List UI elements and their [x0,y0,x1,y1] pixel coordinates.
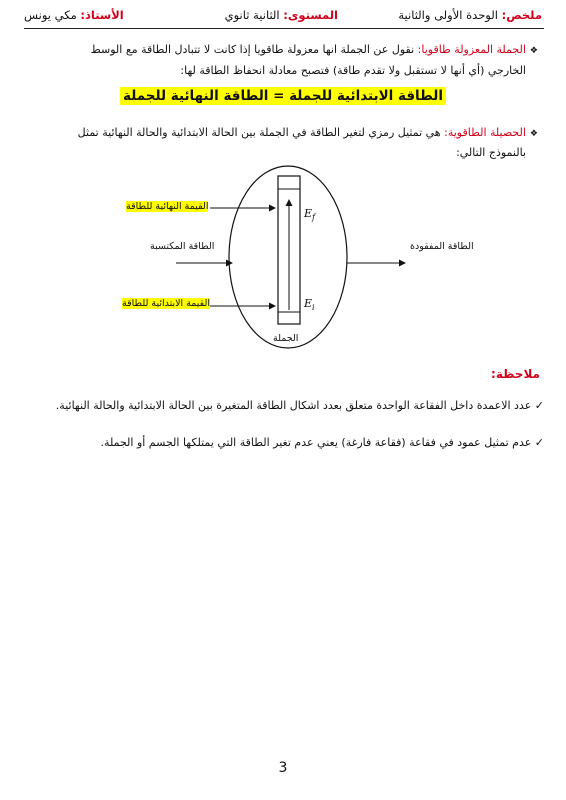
page-number: 3 [278,760,288,776]
section1-text2: الخارجي (أي أنها لا تستقبل ولا تقدم طاقة) فتصبح معادلة انحفاظ الطاقة لها: [180,64,526,77]
note-bullet-2: ✓ عدم تمثيل عمود في فقاعة (فقاعة فارغة) يعني عدم تغير الطاقة التي يمتلكها الجسم أو الجملة. [100,436,544,449]
diamond-bullet-icon: ❖ [529,46,538,56]
check-icon: ✓ [534,436,544,449]
summary-value: الوحدة الأولى والثانية [398,8,498,22]
summary-label: ملخص: [501,8,542,22]
gained-energy-label: الطاقة المكتسبة [150,241,215,252]
initial-energy-symbol: $E_i$ [304,297,315,313]
section1-term: الجملة المعزولة طاقويا: [417,43,526,56]
system-label: الجملة [273,333,299,344]
level-label: المستوى: [283,8,338,22]
diamond-bullet-icon: ❖ [529,129,538,139]
section2-text2: بالنموذج التالي: [456,146,526,159]
section2-term: الحصيلة الطاقوية: [444,126,526,139]
final-energy-symbol: $E_f$ [304,207,315,223]
level-value: الثانية ثانوي [224,8,280,22]
initial-value-label: القيمة الابتدائية للطاقة [122,298,210,309]
note-bullet-1: ✓ عدد الاعمدة داخل الفقاعة الواحدة متعلق بعدد اشكال الطاقة المتغيرة بين الحالة الابتدائية والحالة النهائية. [55,399,544,412]
section1-text1: نقول عن الجملة انها معزولة طاقويا إذا كانت لا تتبادل الطاقة مع الوسط [90,43,415,56]
section2-text1: هي تمثيل رمزي لتغير الطاقة في الجملة بين الحالة الابتدائية والحالة النهائية تمثل [77,126,441,139]
final-value-label: القيمة النهائية للطاقة [126,201,209,212]
lost-energy-label: الطاقة المفقودة [410,241,474,252]
note-title: ملاحظة: [491,367,540,381]
formula-text: الطاقة الابتدائية للجملة = الطاقة النهائية للجملة [120,87,446,105]
teacher-value: مكي يونس [24,8,77,22]
teacher-label: الأستاذ: [80,8,124,22]
system-bubble [229,166,347,348]
check-icon: ✓ [534,399,544,412]
